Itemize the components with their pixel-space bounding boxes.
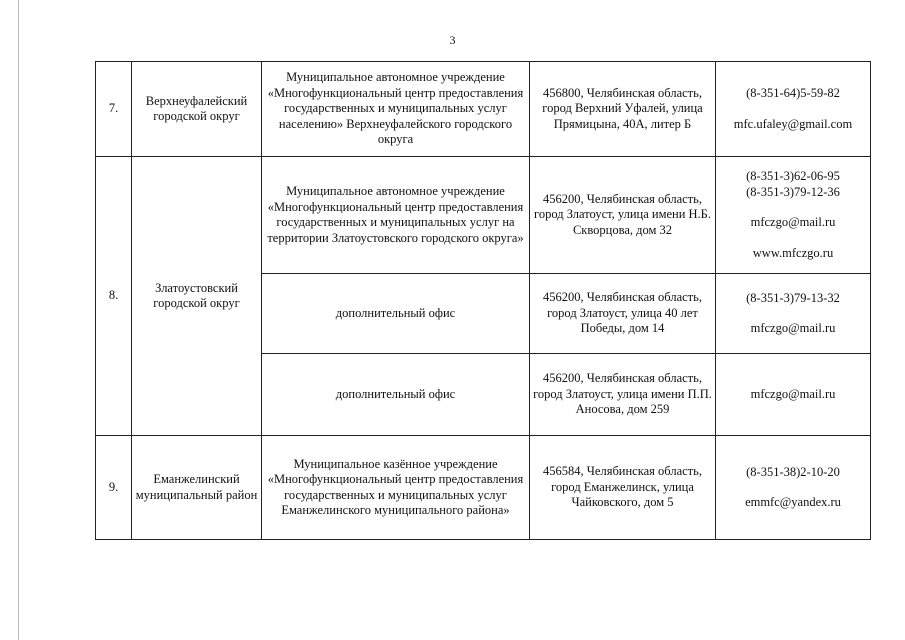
table-row <box>96 436 871 540</box>
contact-line: mfczgo@mail.ru <box>750 386 836 401</box>
table-row <box>96 157 871 274</box>
district-name: Златоустовский городской округ <box>132 157 262 436</box>
office-contacts <box>716 436 871 540</box>
office-address: 456584, Челябинская область, город Еманжелинск, улица Чайковского, дом 5 <box>530 436 716 540</box>
mfc-offices-table <box>95 61 871 540</box>
scan-edge-line <box>18 0 19 640</box>
contact-spacer <box>719 306 867 321</box>
office-organization: Муниципальное автономное учреждение «Многофункциональный центр предоставления государственных и муниципальных услуг населению» Верхнеуфалейского городского округа <box>262 62 530 157</box>
office-organization: Муниципальное автономное учреждение «Многофункциональный центр предоставления государственных и муниципальных услуг на территории Златоустовского городского округа» <box>262 157 530 274</box>
contact-line: (8-351-64)5-59-82 <box>746 86 840 100</box>
contact-line: (8-351-38)2-10-20 <box>746 464 840 479</box>
contact-line: emmfc@yandex.ru <box>745 495 841 509</box>
office-contacts <box>716 274 871 354</box>
office-contacts <box>716 354 871 436</box>
contact-line: mfc.ufaley@gmail.com <box>733 116 853 131</box>
office-address: 456200, Челябинская область, город Златоуст, улица имени П.П. Аносова, дом 259 <box>530 354 716 436</box>
office-contacts <box>716 157 871 274</box>
contact-spacer <box>719 200 867 215</box>
contact-line: mfczgo@mail.ru <box>750 321 836 335</box>
contact-line: (8-351-3)79-13-32 <box>746 290 840 305</box>
office-address: 456200, Челябинская область, город Златоуст, улица имени Н.Б. Скворцова, дом 32 <box>530 157 716 274</box>
table-row <box>96 62 871 157</box>
office-organization: Муниципальное казённое учреждение «Многофункциональный центр предоставления государственных и муниципальных услуг Еманжелинского муниципального района» <box>262 436 530 540</box>
office-contacts <box>716 62 871 157</box>
page-number: 3 <box>449 33 456 47</box>
office-organization: дополнительный офис <box>262 354 530 436</box>
office-address: 456200, Челябинская область, город Златоуст, улица 40 лет Победы, дом 14 <box>530 274 716 354</box>
district-name: Верхнеуфалейский городской округ <box>132 62 262 157</box>
row-number: 9. <box>96 436 132 540</box>
row-number: 8. <box>96 157 132 436</box>
contact-spacer <box>719 102 867 117</box>
row-number: 7. <box>96 62 132 157</box>
contact-line: (8-351-3)62-06-95 <box>746 169 840 183</box>
contact-line: mfczgo@mail.ru <box>750 215 836 229</box>
district-name: Еманжелинский муниципальный район <box>132 436 262 540</box>
contact-spacer <box>719 480 867 495</box>
contact-line: www.mfczgo.ru <box>752 245 834 260</box>
contact-spacer <box>719 231 867 246</box>
office-organization: дополнительный офис <box>262 274 530 354</box>
office-address: 456800, Челябинская область, город Верхний Уфалей, улица Прямицына, 40А, литер Б <box>530 62 716 157</box>
contact-line: (8-351-3)79-12-36 <box>746 184 840 199</box>
